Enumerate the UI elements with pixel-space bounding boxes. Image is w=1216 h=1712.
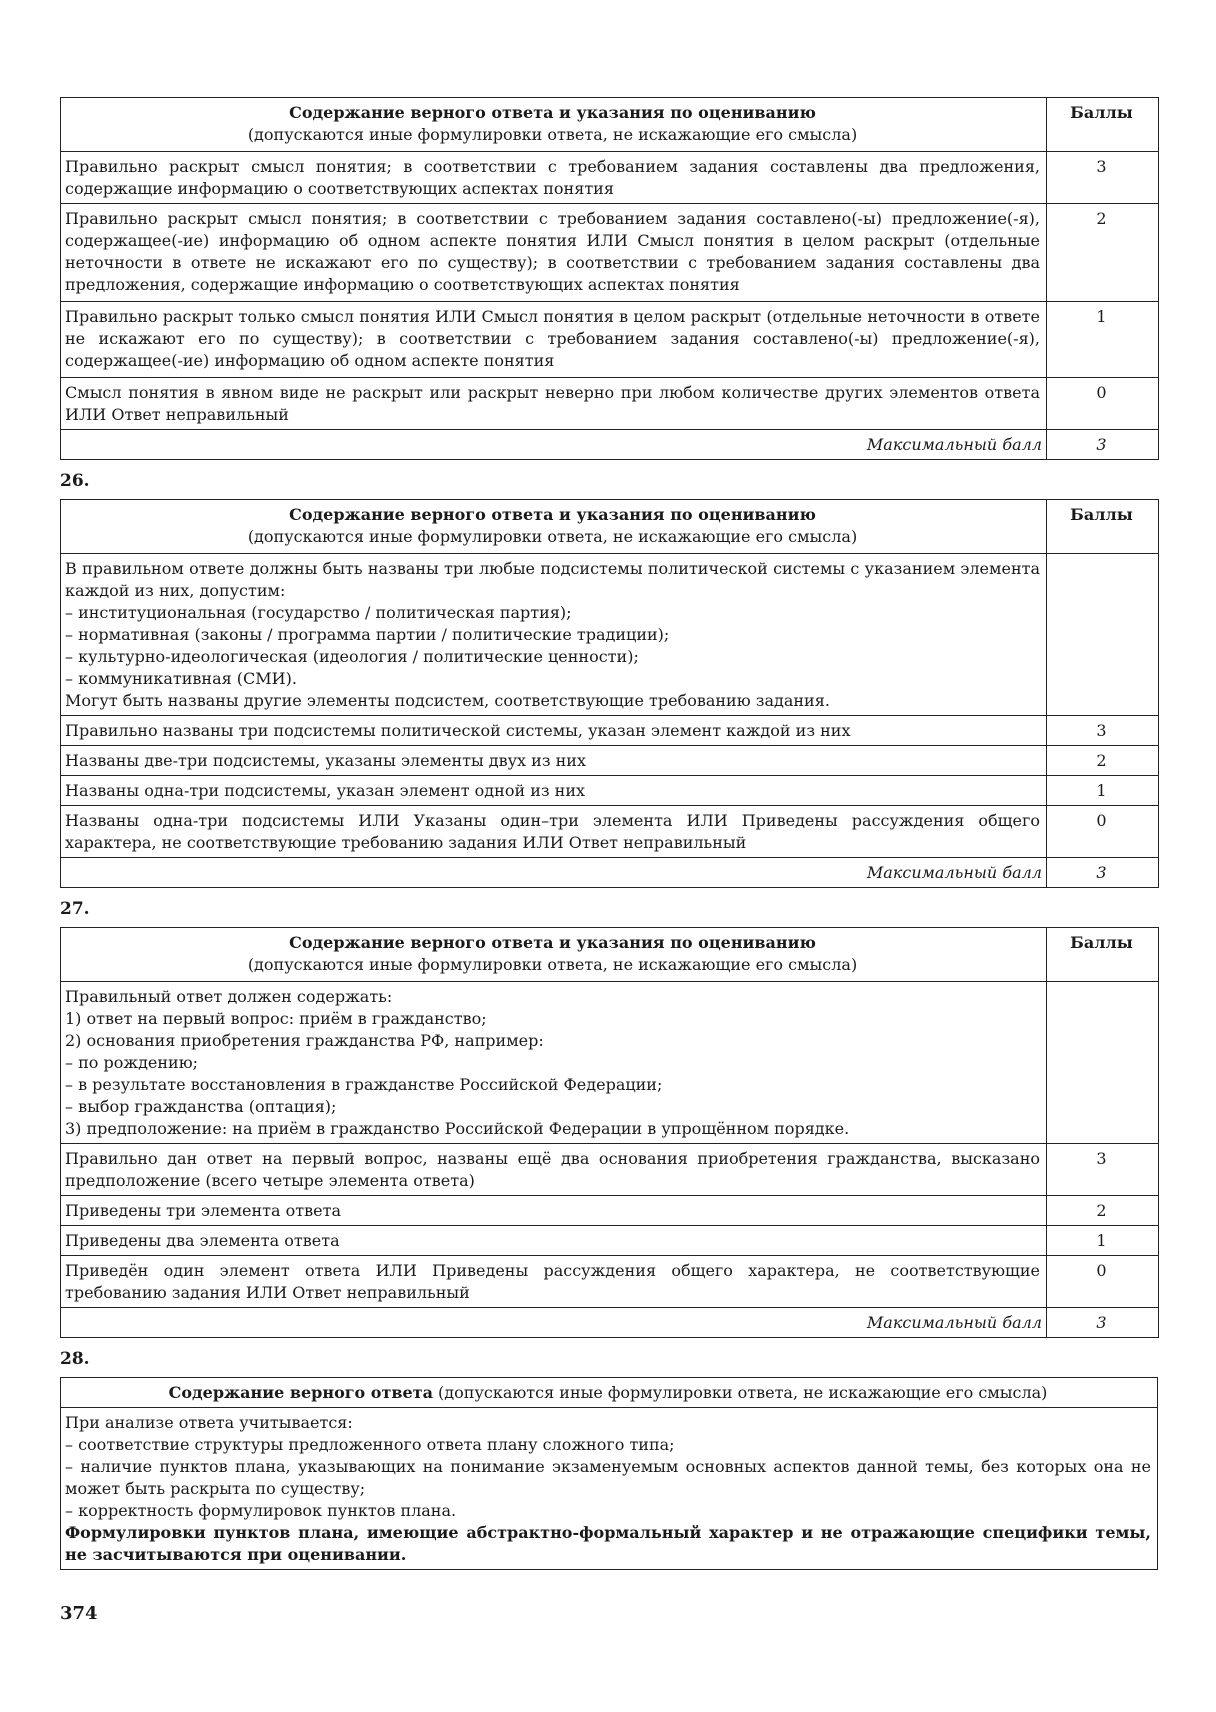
table-row xyxy=(61,152,1159,204)
criterion-text: Названы одна-три подсистемы, указан элемент одной из них xyxy=(61,776,1047,806)
task-number-28: 28. xyxy=(60,1349,90,1369)
answer-content-row xyxy=(61,1408,1158,1570)
content-line: – выбор гражданства (оптация); xyxy=(65,1097,337,1116)
score-header: Баллы xyxy=(1070,103,1133,122)
answer-key-page xyxy=(60,97,1158,1570)
content-line: 2) основания приобретения гражданства РФ, например: xyxy=(65,1031,544,1050)
criterion-text: Названы две-три подсистемы, указаны элементы двух из них xyxy=(61,746,1047,776)
content-line: – по рождению; xyxy=(65,1053,199,1072)
task-number-27: 27. xyxy=(60,899,90,919)
content-line: – корректность формулировок пунктов плана. xyxy=(65,1501,457,1520)
criterion-text: Приведён один элемент ответа ИЛИ Приведены рассуждения общего характера, не соответствующие требованию задания ИЛИ Ответ неправильный xyxy=(61,1256,1047,1308)
score-value: 3 xyxy=(1047,152,1159,204)
content-item: – институциональная (государство / политическая партия); xyxy=(65,603,572,622)
max-score-row xyxy=(61,858,1159,888)
score-value: 2 xyxy=(1047,1196,1159,1226)
score-value: 0 xyxy=(1047,1256,1159,1308)
header-title: Содержание верного ответа и указания по оцениванию xyxy=(289,933,816,952)
header-subtitle: (допускаются иные формулировки ответа, не искажающие его смысла) xyxy=(247,955,858,974)
score-header: Баллы xyxy=(1070,505,1133,524)
criterion-text: Правильно дан ответ на первый вопрос, названы ещё два основания приобретения гражданства, высказано предположение (всего четыре элемента ответа) xyxy=(61,1144,1047,1196)
header-title: Содержание верного ответа xyxy=(168,1383,433,1402)
content-outro: Могут быть названы другие элементы подсистем, соответствующие требованию задания. xyxy=(65,691,830,710)
table-header-row xyxy=(61,98,1159,152)
criterion-text: Правильно раскрыт только смысл понятия ИЛИ Смысл понятия в целом раскрыт (отдельные неточности в ответе не искажают его по существу); в соответствии с требованием задания составлено(-ы) предложение(-я), содержащее(-ие) информацию об одном аспекте понятия xyxy=(61,302,1047,378)
answer-content-row xyxy=(61,554,1159,716)
table-row xyxy=(61,1226,1159,1256)
table-header-row xyxy=(61,500,1159,554)
table-row xyxy=(61,746,1159,776)
content-line: 1) ответ на первый вопрос: приём в гражданство; xyxy=(65,1009,487,1028)
content-line: Правильный ответ должен содержать: xyxy=(65,987,393,1006)
criterion-text: Правильно названы три подсистемы политической системы, указан элемент каждой из них xyxy=(61,716,1047,746)
header-title: Содержание верного ответа и указания по оцениванию xyxy=(289,103,816,122)
task-number-26: 26. xyxy=(60,471,90,491)
content-item: – культурно-идеологическая (идеология / политические ценности); xyxy=(65,647,639,666)
max-score-label: Максимальный балл xyxy=(61,430,1047,460)
content-line: При анализе ответа учитывается: xyxy=(65,1413,353,1432)
content-line: – наличие пунктов плана, указывающих на понимание экзаменуемым основных аспектов данной темы, без которых она не может быть раскрыта по существу; xyxy=(65,1457,1151,1498)
max-score-value: 3 xyxy=(1047,430,1159,460)
table-header-row xyxy=(61,928,1159,982)
table-row xyxy=(61,1256,1159,1308)
table-row xyxy=(61,1196,1159,1226)
max-score-row xyxy=(61,430,1159,460)
answer-content-row xyxy=(61,982,1159,1144)
header-subtitle: (допускаются иные формулировки ответа, не искажающие его смысла) xyxy=(247,125,858,144)
content-item: – коммуникативная (СМИ). xyxy=(65,669,297,688)
content-line: – соответствие структуры предложенного ответа плану сложного типа; xyxy=(65,1435,675,1454)
score-value: 1 xyxy=(1047,776,1159,806)
header-subtitle: (допускаются иные формулировки ответа, не искажающие его смысла) xyxy=(247,527,858,546)
max-score-row xyxy=(61,1308,1159,1338)
header-subtitle: (допускаются иные формулировки ответа, не искажающие его смысла) xyxy=(438,1383,1048,1402)
table-25 xyxy=(60,97,1159,460)
criterion-text: Приведены два элемента ответа xyxy=(61,1226,1047,1256)
table-row xyxy=(61,806,1159,858)
score-value: 0 xyxy=(1047,378,1159,430)
content-item: – нормативная (законы / программа партии / политические традиции); xyxy=(65,625,670,644)
table-row xyxy=(61,302,1159,378)
score-value: 1 xyxy=(1047,302,1159,378)
score-value: 2 xyxy=(1047,746,1159,776)
table-28 xyxy=(60,1377,1158,1570)
table-row xyxy=(61,1144,1159,1196)
criterion-text: Правильно раскрыт смысл понятия; в соответствии с требованием задания составлены два предложения, содержащие информацию о соответствующих аспектах понятия xyxy=(61,152,1047,204)
content-line: – в результате восстановления в гражданстве Российской Федерации; xyxy=(65,1075,663,1094)
criterion-text: Правильно раскрыт смысл понятия; в соответствии с требованием задания составлено(-ы) предложение(-я), содержащее(-ие) информацию об одном аспекте понятия ИЛИ Смысл понятия в целом раскрыт (отдельные неточности в ответе не искажают его по существу); в соответствии с требованием задания составлены два предложения, содержащие информацию о соответствующих аспектах понятия xyxy=(61,204,1047,302)
table-26 xyxy=(60,499,1159,888)
score-value: 1 xyxy=(1047,1226,1159,1256)
bold-note: Формулировки пунктов плана, имеющие абстрактно-формальный характер и не отражающие специфики темы, не засчитываются при оценивании. xyxy=(65,1523,1151,1564)
table-row xyxy=(61,716,1159,746)
score-value: 0 xyxy=(1047,806,1159,858)
score-header: Баллы xyxy=(1070,933,1133,952)
criterion-text: Приведены три элемента ответа xyxy=(61,1196,1047,1226)
max-score-label: Максимальный балл xyxy=(61,858,1047,888)
header-title: Содержание верного ответа и указания по оцениванию xyxy=(289,505,816,524)
score-value: 3 xyxy=(1047,716,1159,746)
score-value: 3 xyxy=(1047,1144,1159,1196)
content-intro: В правильном ответе должны быть названы три любые подсистемы политической системы с указанием элемента каждой из них, допустим: xyxy=(65,559,1040,600)
table-row xyxy=(61,776,1159,806)
table-row xyxy=(61,204,1159,302)
max-score-value: 3 xyxy=(1047,858,1159,888)
page-number: 374 xyxy=(60,1603,98,1624)
max-score-value: 3 xyxy=(1047,1308,1159,1338)
max-score-label: Максимальный балл xyxy=(61,1308,1047,1338)
table-header-row xyxy=(61,1378,1158,1408)
criterion-text: Названы одна-три подсистемы ИЛИ Указаны один–три элемента ИЛИ Приведены рассуждения общего характера, не соответствующие требованию задания ИЛИ Ответ неправильный xyxy=(61,806,1047,858)
table-row xyxy=(61,378,1159,430)
criterion-text: Смысл понятия в явном виде не раскрыт или раскрыт неверно при любом количестве других элементов ответа ИЛИ Ответ неправильный xyxy=(61,378,1047,430)
content-line: 3) предположение: на приём в гражданство Российской Федерации в упрощённом порядке. xyxy=(65,1119,850,1138)
score-value: 2 xyxy=(1047,204,1159,302)
table-27 xyxy=(60,927,1159,1338)
